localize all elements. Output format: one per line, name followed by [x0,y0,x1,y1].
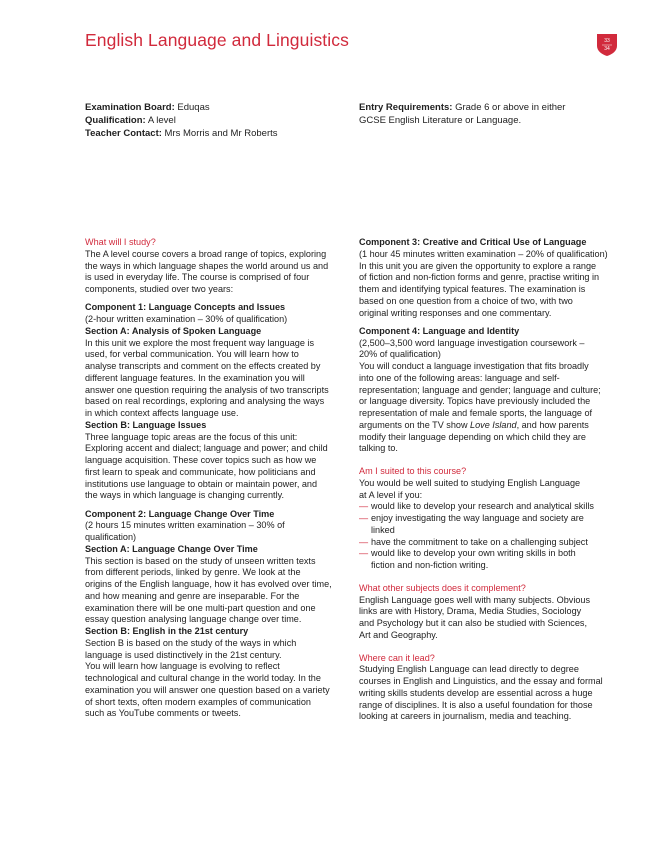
component-3-details: (1 hour 45 minutes written examination – 20% of qualification) [359,248,608,259]
body-line: technological and cultural change in the world today. In the [85,673,321,683]
page-number-badge [596,33,618,57]
component-1-details: (2-hour written examination – 30% of qualification) [85,314,288,324]
shield-icon [596,33,618,57]
page-title: English Language and Linguistics [85,30,349,50]
qualification-row: Qualification: A level [85,115,176,126]
body-line: the ways in which language shapes the world around us and [85,260,329,271]
component-2-section-a: Section A: Language Change Over Time [85,543,258,554]
component-4-details: (2,500–3,500 word language investigation coursework – [359,337,585,348]
body-line: first learn to speak and communicate, how politicians and [85,466,316,477]
body-line: This section is based on the study of unseen written texts [85,555,316,566]
body-line: such as YouTube comments or tweets. [85,708,241,719]
list-item: — enjoy investigating the way language and society are linked [359,513,584,535]
body-line: Studying English Language can lead directly to degree [359,664,579,675]
component-2-details: qualification) [85,532,137,542]
section-heading-study: What will I study? [85,237,156,247]
body-line: talking to. [359,443,398,454]
component-2-title: Component 2: Language Change Over Time [85,508,275,519]
body-line: of short texts, often modern examples of communication [85,696,311,707]
body-line: examination you will answer one question based on a variety [85,684,330,695]
component-1-section-b: Section B: Language Issues [85,419,207,430]
list-item: — would like to develop your research and analytical skills [359,501,594,512]
page-number-total: 34 [604,45,610,52]
suitability-list [359,501,629,572]
body-line: examination there will be one multi-part question and one [85,602,316,613]
body-line: Art and Geography. [359,629,438,640]
body-line: origins of the English language, how it has evolved over time, [85,579,332,589]
dash-bullet-icon: — [359,513,369,523]
body-line: and how meaning and genre are inseparable. For the [85,590,300,601]
body-line: components, studied over two years: [85,284,234,294]
body-line: range of disciplines. It is also a useful foundation for those [359,699,593,710]
body-line: in which context affects language use. [85,408,239,418]
component-1-title: Component 1: Language Concepts and Issues [85,302,286,313]
section-heading-complement: What other subjects does it complement? [359,582,526,593]
page-number-current: 33 [604,38,610,44]
teacher-contact-row: Teacher Contact: Mrs Morris and Mr Roberts [85,128,278,139]
body-line: essay question analysing language change over time. [85,614,302,625]
body-line: of fiction and non-fiction forms and genre, practise writing in [359,272,600,283]
body-line: representation; language and gender; language and culture; [359,384,601,395]
course-meta-right [359,101,565,127]
body-line: looking at careers in journalism, media and teaching. [359,711,572,722]
body-line: used, for verbal communication. You will learn how to [85,349,299,360]
body-line: different language features. In the examination you will [85,372,305,383]
body-line: at A level if you: [359,489,423,500]
body-line: analyse transcripts and comment on the effects created by [85,361,321,371]
course-meta-left [85,101,278,140]
component-2-details: (2 hours 15 minutes written examination – 30% of [85,520,285,531]
body-line: language acquisition. These cover topics such as how we [85,455,317,465]
dash-bullet-icon: — [359,536,369,547]
body-line: into one of the following areas: language and self- [359,372,560,383]
body-line: from different periods, linked by genre. We look at the [85,567,301,578]
body-line: them and identifying typical features. The examination is [359,284,586,294]
list-item: — would like to develop your own writing skills in both fiction and non-fiction writing. [359,548,576,570]
body-line: In this unit we explore the most frequent way language is [85,337,314,348]
body-line: or language diversity. Topics have previously included the [359,396,591,407]
dash-bullet-icon: — [359,548,369,559]
body-line: writing skills students develop are essential across a huge [359,687,593,698]
body-line: English Language goes well with many subjects. Obvious [359,594,591,605]
body-line: modify their language depending on which child they are [359,431,586,442]
body-line: based on real recordings, exploring and analysing the ways [85,396,325,407]
component-4-title: Component 4: Language and Identity [359,325,520,336]
body-line: You would be well suited to studying English Language [359,477,581,488]
list-item: — have the commitment to take on a challenging subject [359,536,588,547]
body-line: is used in everyday life. The course is comprised of four [85,272,310,283]
body-line: language is used distinctively in the 21st century. [85,649,282,660]
component-4-details: 20% of qualification) [359,349,441,360]
exam-board-row: Examination Board: Eduqas [85,102,210,113]
component-2-section-b: Section B: English in the 21st century [85,626,249,636]
body-line: representation of male and female sports, the language of [359,408,593,418]
body-line: links are with History, Drama, Media Studies, Sociology [359,606,582,617]
body-line: based on one question from a choice of two, with two [359,295,573,306]
body-line: courses in English and Linguistics, and the essay and formal [359,676,603,686]
left-column [85,237,350,720]
body-line: original writing responses and one commentary. [359,307,552,318]
body-line: The A level course covers a broad range of topics, exploring [85,248,327,259]
body-line: You will conduct a language investigation that fits broadly [359,361,589,371]
body-line: the ways in which language is changing currently. [85,490,284,501]
body-line: Section B is based on the study of the ways in which [85,637,297,648]
body-line: arguments on the TV show Love Island, and how parents [359,419,589,430]
body-line: In this unit you are given the opportunity to explore a range [359,260,597,271]
body-line: and Psychology but it can also be studied with Sciences, [359,618,587,628]
component-3-title: Component 3: Creative and Critical Use of Language [359,237,587,247]
entry-requirements-row: Entry Requirements: Grade 6 or above in either [359,102,566,113]
body-line: answer one question requiring the analysis of two transcripts [85,384,329,395]
dash-bullet-icon: — [359,501,369,512]
section-heading-lead: Where can it lead? [359,652,435,663]
section-heading-suited: Am I suited to this course? [359,466,467,476]
component-1-section-a: Section A: Analysis of Spoken Language [85,325,262,336]
body-line: Exploring accent and dialect; language and power; and child [85,443,328,454]
right-column [359,237,629,723]
body-line: Three language topic areas are the focus of this unit: [85,431,298,442]
body-line: You will learn how language is evolving to reflect [85,661,280,672]
entry-requirements-line2: GCSE English Literature or Language. [359,115,522,126]
tv-show-title: Love Island [470,419,517,430]
body-line: institutions use language to obtain or maintain power, and [85,478,318,489]
